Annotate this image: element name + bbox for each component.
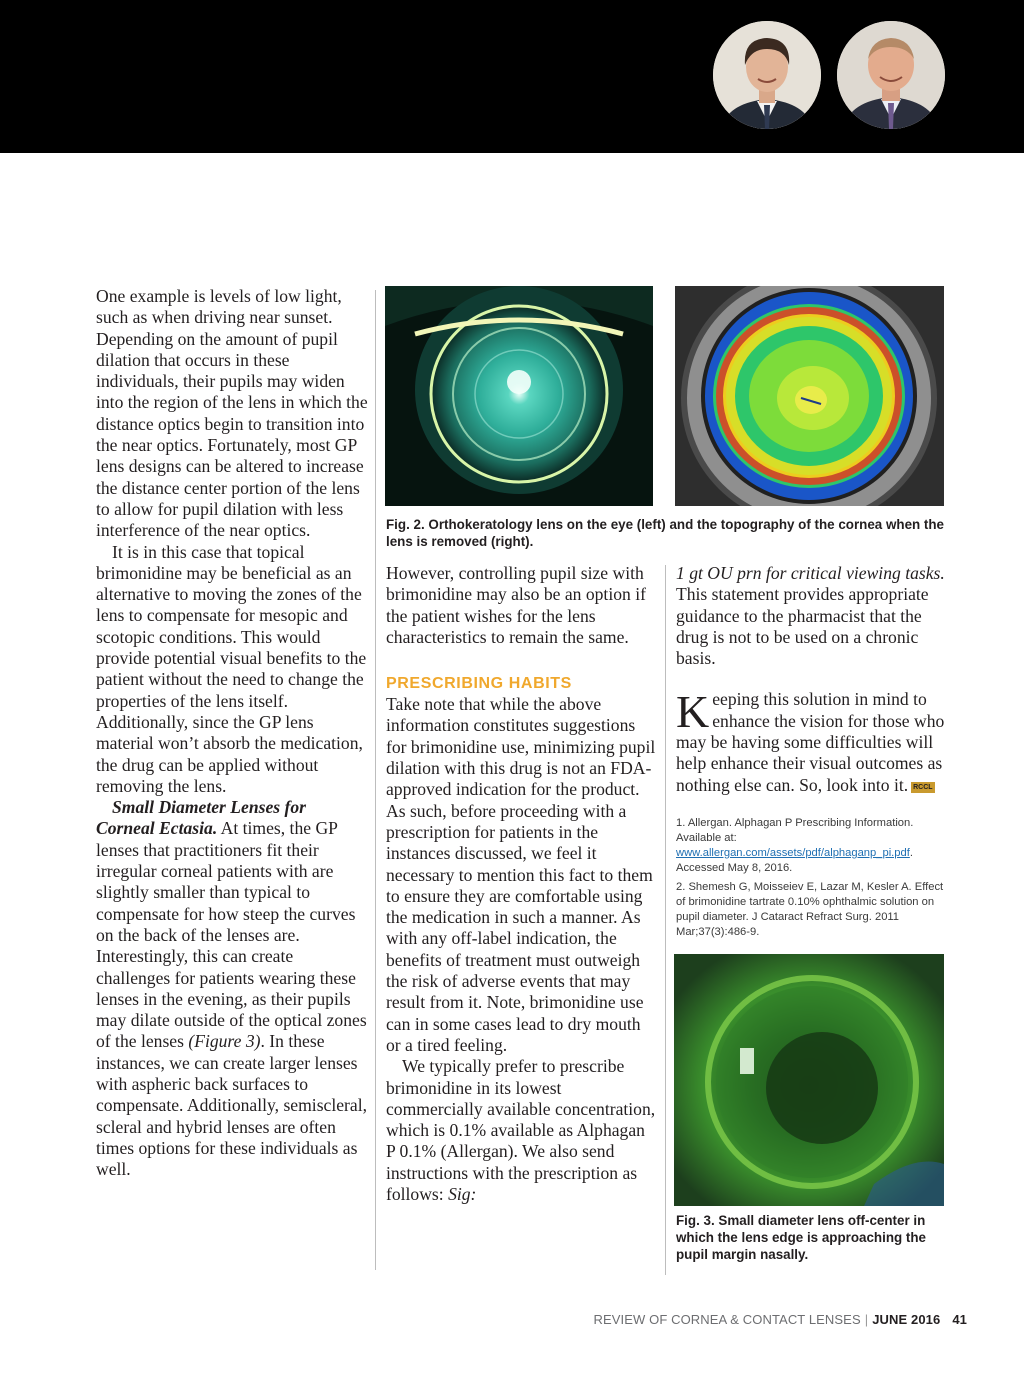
paragraph — [386, 1056, 656, 1205]
paragraph-text: eeping this solution in mind to enhance the vision for those who may be having some difficulties will help enhance their visual outcomes as nothing else can. So, look into it. — [676, 689, 945, 795]
header-band — [0, 0, 1024, 153]
paragraph-text: We typically prefer to prescribe brimonidine in its lowest commercially available concentration, which is 0.1% available as Alphagan P 0.1% (Allergan). We also send instructions with the prescription as follows: — [386, 1056, 656, 1205]
corneal-topography-map — [675, 286, 944, 506]
run-in-subhead: Small Diameter Lenses for Corneal Ectasia. — [96, 797, 307, 839]
small-diameter-lens-photo — [674, 954, 944, 1206]
end-mark-badge: RCCL — [913, 783, 933, 791]
journal-name: REVIEW OF CORNEA & CONTACT LENSES — [593, 1312, 861, 1327]
paragraph: One example is levels of low light, such as when driving near sunset. Depending on the amount of pupil dilation that occurs in these individuals, their pupils may widen into the region of the lens in which the distance optics begin to transition into the near optics. Fortunately, most GP lens designs can be altered to increase the distance center portion of the lens to allow for pupil dilation with less interference of the near optics. — [96, 286, 368, 541]
page-number: 41 — [952, 1312, 967, 1327]
author-photo-2 — [837, 21, 945, 129]
drop-cap: K — [676, 686, 710, 738]
closing-paragraph — [676, 686, 946, 795]
footer-separator: | — [864, 1312, 869, 1327]
reference-link[interactable]: www.allergan.com/assets/pdf/alphaganp_pi.pdf — [676, 846, 910, 859]
reference-text: 1. Allergan. Alphagan P Prescribing Information. Available at: — [676, 816, 914, 844]
body-column-1 — [96, 286, 368, 1180]
column-divider — [665, 565, 666, 1275]
figure-reference: (Figure 3) — [188, 1031, 261, 1052]
reference-text: . Accessed May 8, 2016. — [676, 846, 913, 874]
references — [676, 816, 946, 940]
reference-item — [676, 816, 946, 876]
figure-3-caption: Fig. 3. Small diameter lens off-center in which the lens edge is approaching the pupil margin nasally. — [676, 1213, 927, 1262]
paragraph: However, controlling pupil size with brimonidine may also be an option if the patient wishes for the lens characteristics to remain the same. — [386, 563, 646, 647]
paragraph-text: At times, the GP lenses that practitioners fit their irregular corneal patients with are slightly smaller than typical to compensate for how steep the curves on the back of the lenses are. Interestingly, this can create challenges for patients wearing these lenses in the evening, as their pupils may dilate outside of the optical zones of the lenses — [96, 818, 367, 1052]
author-photo-1 — [713, 21, 821, 129]
page-footer — [594, 1312, 967, 1327]
paragraph — [676, 563, 946, 669]
sig-label: Sig: — [448, 1184, 477, 1205]
prescription-instruction: 1 gt OU prn for critical viewing tasks. — [676, 563, 945, 583]
paragraph-text: . In these instances, we can create larger lenses with aspheric back surfaces to compensate. Additionally, semiscleral, scleral and hybrid lenses are often times options for these individuals as well. — [96, 1031, 368, 1180]
section-heading: PRESCRIBING HABITS — [386, 675, 572, 693]
orthokeratology-lens-photo — [385, 286, 653, 506]
paragraph: It is in this case that topical brimonidine may be beneficial as an alternative to moving the zones of the lens to compensate for mesopic and scotopic conditions. This would provide potential visual benefits to the patient without the need to change the properties of the lens itself. Additionally, since the GP lens material won’t absorb the medication, the drug can be applied without removing the lens. — [96, 541, 367, 796]
paragraph: Take note that while the above information constitutes suggestions for brimonidine use, minimizing pupil dilation with this drug is not an FDA-approved indication for the product. As such, before proceeding with a prescription for patients in the instances discussed, we feel it necessary to mention this fact to them to ensure they are comfortable using the medication in such a manner. As with any off-label indication, the benefits of treatment must outweigh the risk of adverse events that may result from it. Note, brimonidine use can in some cases lead to dry mouth or a tired feeling. — [386, 694, 656, 1055]
body-column-3 — [676, 563, 946, 944]
paragraph — [96, 797, 368, 1180]
issue-date: JUNE 2016 — [872, 1312, 941, 1327]
paragraph-text: This statement provides appropriate guidance to the pharmacist that the drug is not to be used on a chronic basis. — [676, 584, 929, 669]
body-column-2 — [386, 563, 656, 1205]
reference-item: 2. Shemesh G, Moisseiev E, Lazar M, Kesler A. Effect of brimonidine tartrate 0.10% ophthalmic solution on pupil diameter. J Cataract Refract Surg. 2011 Mar;37(3):486-9. — [676, 880, 944, 938]
figure-2-caption: Fig. 2. Orthokeratology lens on the eye (left) and the topography of the cornea when the lens is removed (right). — [386, 517, 944, 549]
column-divider — [375, 290, 376, 1270]
